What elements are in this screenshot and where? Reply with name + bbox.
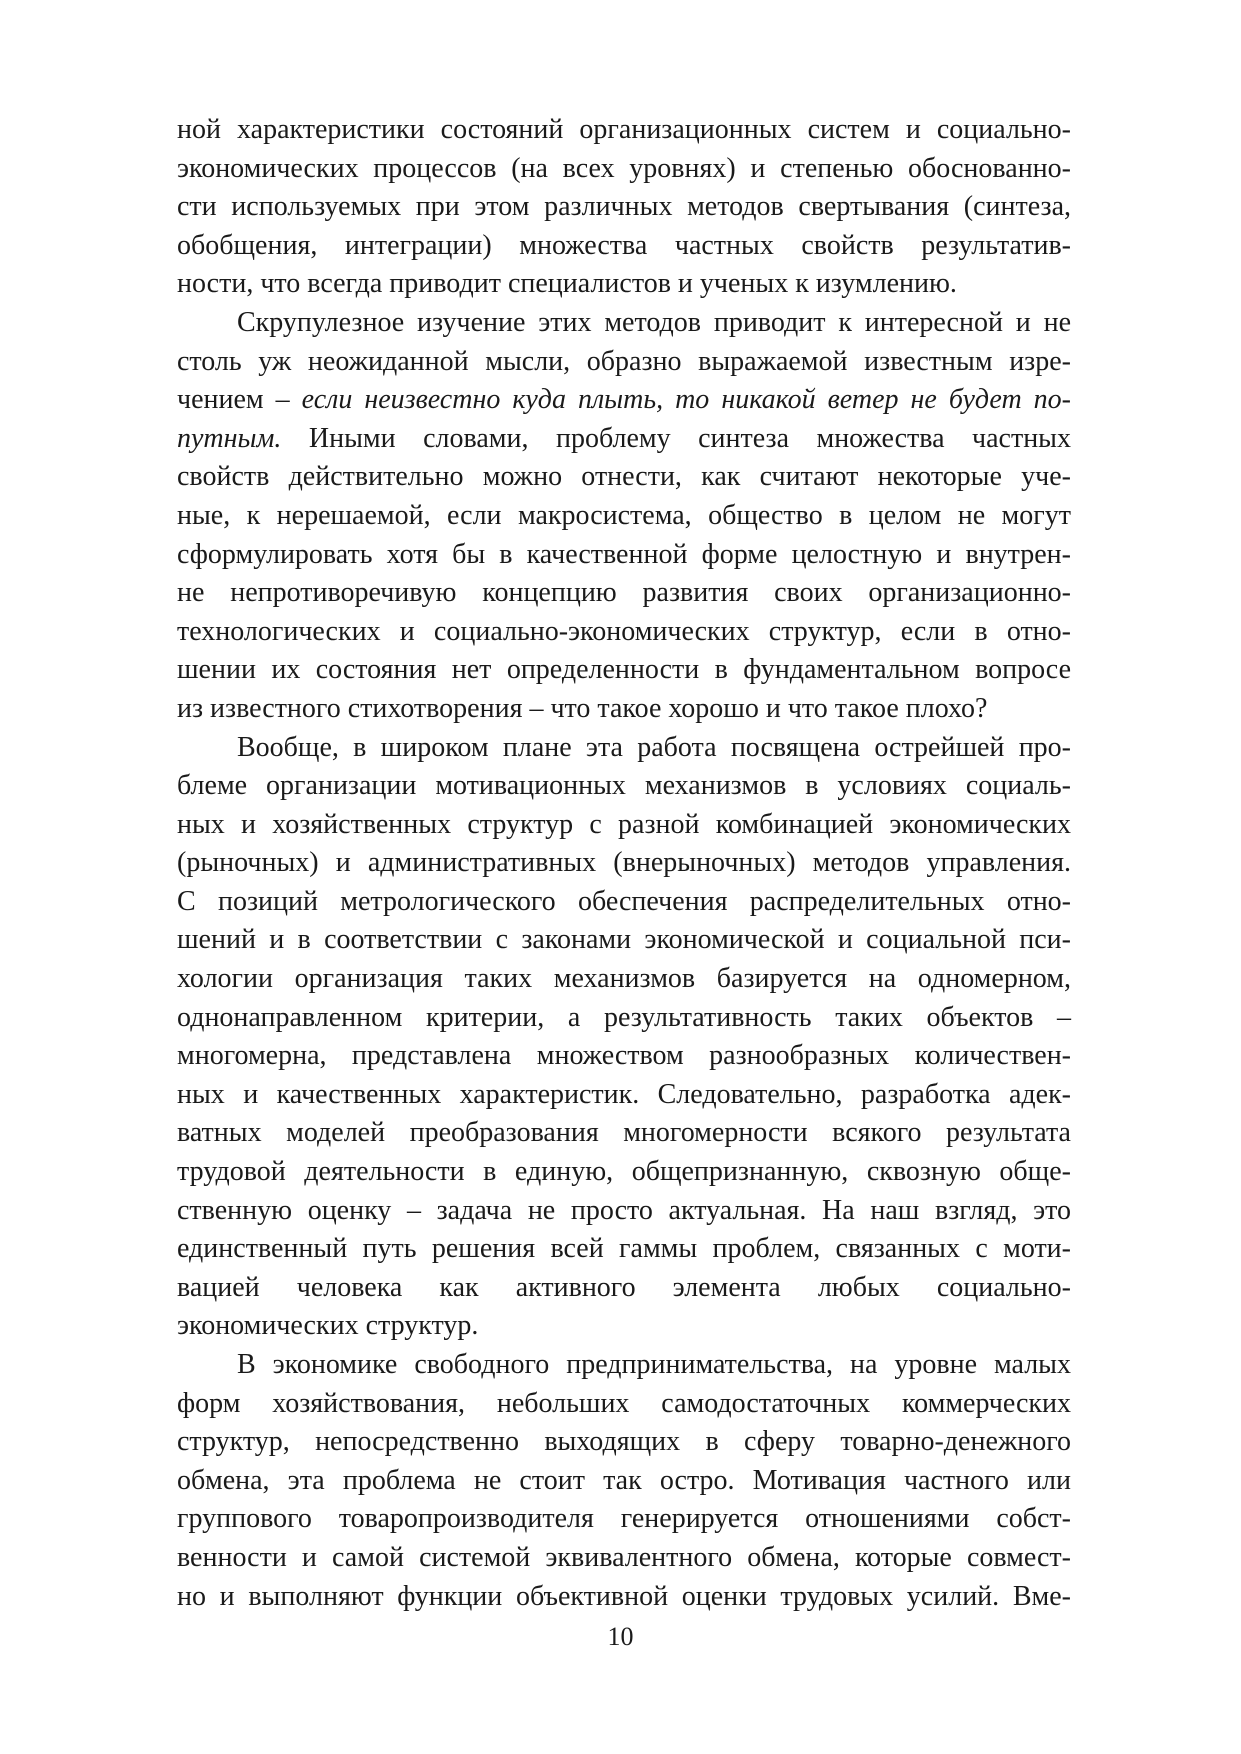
- text-line: обобщения, интеграции) множества частных свойств результатив-: [177, 229, 1071, 261]
- paragraph: [177, 729, 1071, 1347]
- text-run: Иными словами, проблему синтеза множества частных: [281, 422, 1071, 454]
- page-number: 10: [607, 1622, 634, 1651]
- text-line: ные, к нерешаемой, если макросистема, общество в целом не могут: [177, 499, 1071, 531]
- text-line: венности и самой системой эквивалентного обмена, которые совмест-: [177, 1541, 1071, 1573]
- text-line: из известного стихотворения – что такое хорошо и что такое плохо?: [177, 692, 988, 724]
- text-line: многомерна, представлена множеством разнообразных количествен-: [177, 1040, 1071, 1072]
- text-line: ватных моделей преобразования многомерности всякого результата: [177, 1117, 1071, 1149]
- italic-quote: если неизвестно куда плыть, то никакой ветер не будет по-: [301, 384, 1072, 416]
- text-line: шений и в соответствии с законами экономической и социальной пси-: [177, 924, 1071, 956]
- text-line: однонаправленном критерии, а результативность таких объектов –: [177, 1001, 1071, 1033]
- text-line: [177, 420, 1071, 459]
- paragraph: [177, 1346, 1071, 1616]
- text-line: Скрупулезное изучение этих методов приводит к интересной и не: [237, 306, 1071, 338]
- text-line: форм хозяйствования, небольших самодостаточных коммерческих: [177, 1387, 1071, 1419]
- text-line: ных и качественных характеристик. Следовательно, разработка адек-: [177, 1078, 1071, 1110]
- text-line: [177, 381, 1071, 420]
- text-line: экономических процессов (на всех уровнях) и степенью обоснованно-: [177, 152, 1071, 184]
- text-line: блеме организации мотивационных механизмов в условиях социаль-: [177, 770, 1071, 802]
- paragraph: [177, 304, 1071, 729]
- text-line: обмена, эта проблема не стоит так остро. Мотивация частного или: [177, 1464, 1071, 1496]
- text-line: не непротиворечивую концепцию развития своих организационно-: [177, 577, 1071, 609]
- text-line: ности, что всегда приводит специалистов и ученых к изумлению.: [177, 268, 957, 300]
- text-line: вацией человека как активного элемента любых социально-: [177, 1271, 1071, 1303]
- text-line: хологии организация таких механизмов базируется на одномерном,: [177, 963, 1071, 995]
- text-line: сформулировать хотя бы в качественной форме целостную и внутрен-: [177, 538, 1071, 570]
- text-line: единственный путь решения всей гаммы проблем, связанных с моти-: [177, 1233, 1071, 1265]
- text-line: В экономике свободного предпринимательства, на уровне малых: [237, 1349, 1071, 1380]
- text-line: группового товаропроизводителя генерируется отношениями собст-: [177, 1503, 1071, 1535]
- italic-quote: путным.: [177, 422, 282, 454]
- text-line: сти используемых при этом различных методов свертывания (синтеза,: [177, 191, 1071, 223]
- text-line: экономических структур.: [177, 1310, 479, 1342]
- text-run: чением –: [177, 384, 302, 416]
- text-line: ных и хозяйственных структур с разной комбинацией экономических: [177, 808, 1071, 840]
- page-body: [177, 111, 1071, 1616]
- text-line: С позиций метрологического обеспечения распределительных отно-: [177, 885, 1071, 917]
- text-line: структур, непосредственно выходящих в сферу товарно-денежного: [177, 1426, 1071, 1458]
- text-line: ной характеристики состояний организационных систем и социально-: [177, 114, 1071, 145]
- text-line: ственную оценку – задача не просто актуальная. На наш взгляд, это: [177, 1194, 1071, 1226]
- text-line: трудовой деятельности в единую, общепризнанную, сквозную обще-: [177, 1156, 1071, 1188]
- text-line: технологических и социально-экономических структур, если в отно-: [177, 615, 1071, 647]
- text-line: столь уж неожиданной мысли, образно выражаемой известным изре-: [177, 345, 1071, 377]
- text-line: шении их состояния нет определенности в фундаментальном вопросе: [177, 654, 1071, 686]
- paragraph: [177, 111, 1071, 304]
- text-line: Вообще, в широком плане эта работа посвящена острейшей про-: [237, 731, 1071, 763]
- text-line: свойств действительно можно отнести, как считают некоторые уче-: [177, 461, 1071, 493]
- text-line: но и выполняют функции объективной оценки трудовых усилий. Вме-: [177, 1580, 1071, 1612]
- text-line: (рыночных) и административных (внерыночных) методов управления.: [177, 847, 1071, 879]
